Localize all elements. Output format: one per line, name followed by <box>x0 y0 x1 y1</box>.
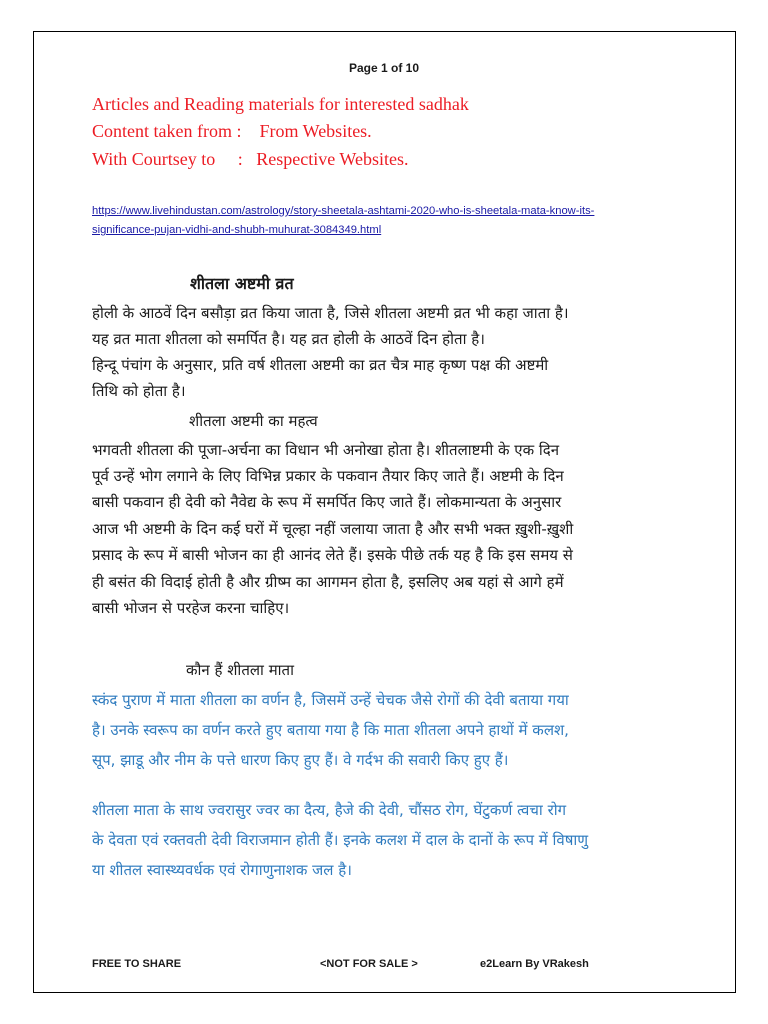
article-title: शीतला अष्टमी व्रत <box>190 274 294 293</box>
mahatva-line: बासी भोजन से परहेज करना चाहिए। <box>92 599 290 617</box>
page-number: Page 1 of 10 <box>348 61 420 75</box>
mahatva-line: पूर्व उन्हें भोग लगाने के लिए विभिन्न प्रकार के पकवान तैयार किए जाते हैं। अष्टमी के दिन <box>92 467 564 485</box>
blue-paragraph-line: के देवता एवं रक्तवती देवी विराजमान होती हैं। इनके कलश में दाल के दानों के रूप में विषाणु <box>92 831 589 849</box>
mahatva-line: भगवती शीतला की पूजा-अर्चना का विधान भी अनोखा होता है। शीतलाष्टमी के एक दिन <box>92 441 560 459</box>
intro-line: होली के आठवें दिन बसौड़ा व्रत किया जाता है, जिसे शीतला अष्टमी व्रत भी कहा जाता है। <box>92 304 569 322</box>
mahatva-line: ही बसंत की विदाई होती है और ग्रीष्म का आगमन होता है, इसलिए अब यहां से आगे हमें <box>92 573 564 591</box>
footer-not-for-sale: <NOT FOR SALE > <box>320 958 418 970</box>
intro-line: यह व्रत माता शीतला को समर्पित है। यह व्रत होली के आठवें दिन होता है। <box>92 330 485 348</box>
blue-paragraph-line: स्कंद पुराण में माता शीतला का वर्णन है, जिसमें उन्हें चेचक जैसे रोगों की देवी बताया गया <box>92 691 569 709</box>
section-heading-kaun-hain: कौन हैं शीतला माता <box>186 661 294 679</box>
mahatva-line: आज भी अष्टमी के दिन कई घरों में चूल्हा नहीं जलाया जाता है और सभी भक्त ख़ुशी-ख़ुशी <box>92 520 574 538</box>
footer-credit: e2Learn By VRakesh <box>480 958 589 970</box>
intro-line: तिथि को होता है। <box>92 382 186 400</box>
blue-paragraph-line: है। उनके स्वरूप का वर्णन करते हुए बताया गया है कि माता शीतला अपने हाथों में कलश, <box>92 721 569 739</box>
mahatva-line: प्रसाद के रूप में बासी भोजन का ही आनंद लेते हैं। इसके पीछे तर्क यह है कि इस समय से <box>92 546 573 564</box>
intro-line: हिन्दू पंचांग के अनुसार, प्रति वर्ष शीतला अष्टमी का व्रत चैत्र माह कृष्ण पक्ष की अष्टमी <box>92 356 549 374</box>
source-link-line-1[interactable]: https://www.livehindustan.com/astrology/story-sheetala-ashtami-2020-who-is-sheetala-mata-know-its- <box>92 205 595 217</box>
blue-paragraph-line: शीतला माता के साथ ज्वरासुर ज्वर का दैत्य, हैजे की देवी, चौंसठ रोग, घेंटुकर्ण त्वचा रोग <box>92 801 567 819</box>
source-link-line-2[interactable]: significance-pujan-vidhi-and-shubh-muhurat-3084349.html <box>92 224 382 236</box>
header-line-1: Articles and Reading materials for interested sadhak <box>92 94 469 114</box>
blue-paragraph-line: या शीतल स्वास्थ्यवर्धक एवं रोगाणुनाशक जल है। <box>92 861 352 879</box>
header-line-2: Content taken from : From Websites. <box>92 121 372 141</box>
header-line-3: With Courtsey to : Respective Websites. <box>92 149 409 169</box>
section-heading-mahatva: शीतला अष्टमी का महत्व <box>189 412 318 430</box>
mahatva-line: बासी पकवान ही देवी को नैवेद्य के रूप में समर्पित किए जाते हैं। लोकमान्यता के अनुसार <box>92 493 562 511</box>
blue-paragraph-line: सूप, झाडू और नीम के पत्ते धारण किए हुए हैं। वे गर्दभ की सवारी किए हुए हैं। <box>92 751 509 769</box>
footer-free-to-share: FREE TO SHARE <box>92 958 182 970</box>
